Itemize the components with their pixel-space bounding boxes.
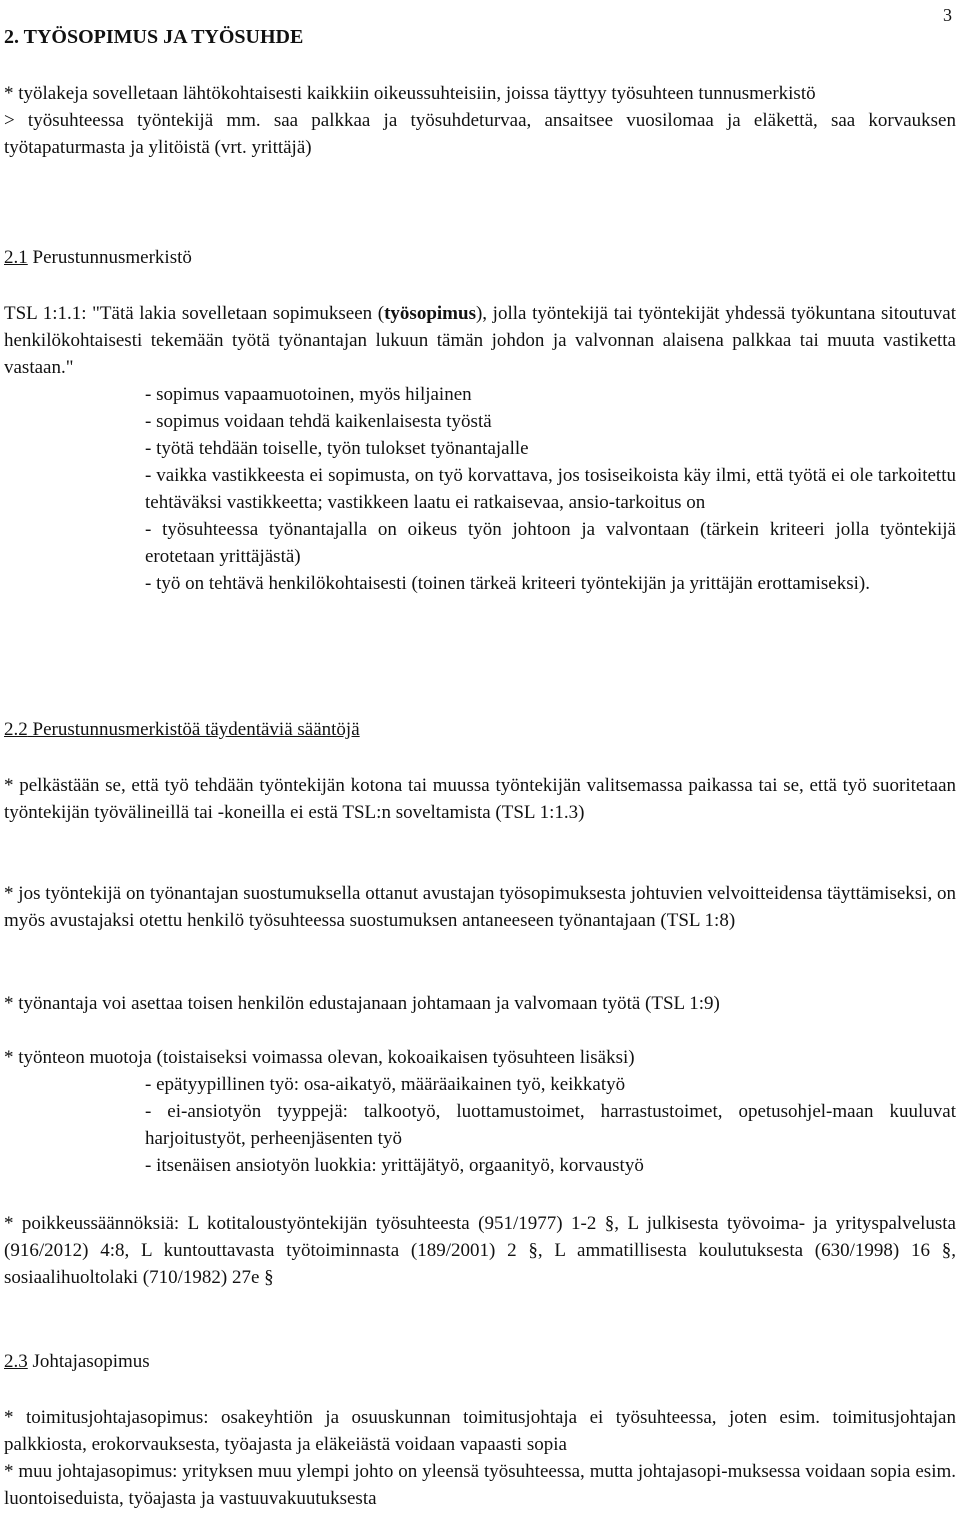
list-item: - epätyypillinen työ: osa-aikatyö, määräaikainen työ, keikkatyö <box>145 1074 626 1095</box>
section-2-3-body <box>4 1404 956 1512</box>
tsl-bold-term: työsopimus <box>384 303 476 324</box>
section-2-2-p2: * jos työntekijä on työnantajan suostumuksella ottanut avustajan työsopimuksesta johtuvien velvoitteidensa täyttämiseksi, on myös avustajaksi otettu henkilö työsuhteessa suostumuksen antaneeseen työnantajaan (TSL 1:8) <box>4 883 956 931</box>
intro-paragraph: > työsuhteessa työntekijä mm. saa palkkaa ja työsuhdeturvaa, ansaitsee vuosilomaa ja eläkettä, saa korvauksen työtapaturmasta ja ylitöistä (vrt. yrittäjä) <box>4 110 956 158</box>
work-forms-intro: * työnteon muotoja (toistaiseksi voimassa olevan, kokoaikaisen työsuhteen lisäksi) <box>4 1047 635 1068</box>
section-2-2-heading <box>4 716 360 743</box>
section-2-2-p1: * pelkästään se, että työ tehdään työntekijän kotona tai muussa työntekijän valitsemassa paikassa tai se, että työ suoritetaan työntekijän työvälineillä tai -koneilla ei estä TSL:n soveltamista (TSL 1:1.3) <box>4 775 956 823</box>
list-item: - sopimus voidaan tehdä kaikenlaisesta työstä <box>145 411 492 432</box>
section-title: Perustunnusmerkistöä täydentäviä sääntöjä <box>27 719 360 740</box>
list-item: - työtä tehdään toiselle, työn tulokset työnantajalle <box>145 438 529 459</box>
criteria-list <box>4 381 956 597</box>
section-title: Johtajasopimus <box>27 1351 150 1372</box>
section-2-3-heading <box>4 1348 150 1375</box>
intro-block <box>4 80 956 161</box>
section-2-2-p3: * työnantaja voi asettaa toisen henkilön edustajanaan johtamaan ja valvomaan työtä (TSL 1:9) <box>4 993 720 1014</box>
section-number: 2.3 <box>4 1351 28 1372</box>
other-executive-paragraph: * muu johtajasopimus: yrityksen muu ylempi johto on yleensä työsuhteessa, mutta johtajasopi-muksessa voidaan sopia esim. luontoiseduista, työajasta ja vastuuvakuutuksesta <box>4 1461 956 1509</box>
section-number: 2.2 <box>4 719 28 740</box>
section-2-1-body <box>4 300 956 597</box>
intro-paragraph: * työlakeja sovelletaan lähtökohtaisesti kaikkiin oikeussuhteisiin, joissa täyttyy työsuhteen tunnusmerkistö <box>4 83 816 104</box>
list-item: - työ on tehtävä henkilökohtaisesti (toinen tärkeä kriteeri työntekijän ja yrittäjän erottamiseksi). <box>145 573 870 594</box>
tsl-quote: TSL 1:1.1: "Tätä lakia sovelletaan sopimukseen (työsopimus), jolla työntekijä tai työntekijät yhdessä työkuntana sitoutuvat henkilökohtaisesti tekemään työtä työnantajan lukuun tämän johdon ja valvonnan alaisena palkkaa tai muuta vastiketta vastaan." <box>4 303 956 378</box>
list-item: - vaikka vastikkeesta ei sopimusta, on työ korvattava, jos tosiseikoista käy ilmi, että työtä ei ole tarkoitettu tehtäväksi vastikkeetta; vastikkeen laatu ei ratkaisevaa, ansio-tarkoitus on <box>145 465 956 513</box>
section-title: Perustunnusmerkistö <box>27 247 192 268</box>
list-item: - ei-ansiotyön tyyppejä: talkootyö, luottamustoimet, harrastustoimet, opetusohjel-maan kuuluvat harjoitustyöt, perheenjäsenten työ <box>145 1101 956 1149</box>
list-item: - sopimus vapaamuotoinen, myös hiljainen <box>145 384 472 405</box>
chapter-heading: 2. TYÖSOPIMUS JA TYÖSUHDE <box>4 26 304 48</box>
list-item: - työsuhteessa työnantajalla on oikeus työn johtoon ja valvontaan (tärkein kriteeri jolla työntekijä erotetaan yrittäjästä) <box>145 519 956 567</box>
section-number: 2.1 <box>4 247 28 268</box>
list-item: - itsenäisen ansiotyön luokkia: yrittäjätyö, orgaanityö, korvaustyö <box>145 1155 644 1176</box>
section-2-2-p4 <box>4 1044 956 1179</box>
ceo-contract-paragraph: * toimitusjohtajasopimus: osakeyhtiön ja osuuskunnan toimitusjohtaja ei työsuhteessa, joten esim. toimitusjohtajan palkkiosta, erokorvauksesta, työajasta ja eläkeiästä voidaan vapaasti sopia <box>4 1407 956 1455</box>
section-2-2-p5: * poikkeussäännöksiä: L kotitaloustyöntekijän työsuhteesta (951/1977) 1-2 §, L julkisesta työvoima- ja yrityspalvelusta (916/2012) 4:8, L kuntouttavasta työtoiminnasta (189/2001) 2 §, L ammatillisesta koulutuksesta (630/1998) 16 §, sosiaalihuoltolaki (710/1982) 27e § <box>4 1213 956 1288</box>
work-forms-list <box>4 1071 956 1179</box>
page-number: 3 <box>943 5 952 25</box>
section-2-1-heading <box>4 244 192 271</box>
